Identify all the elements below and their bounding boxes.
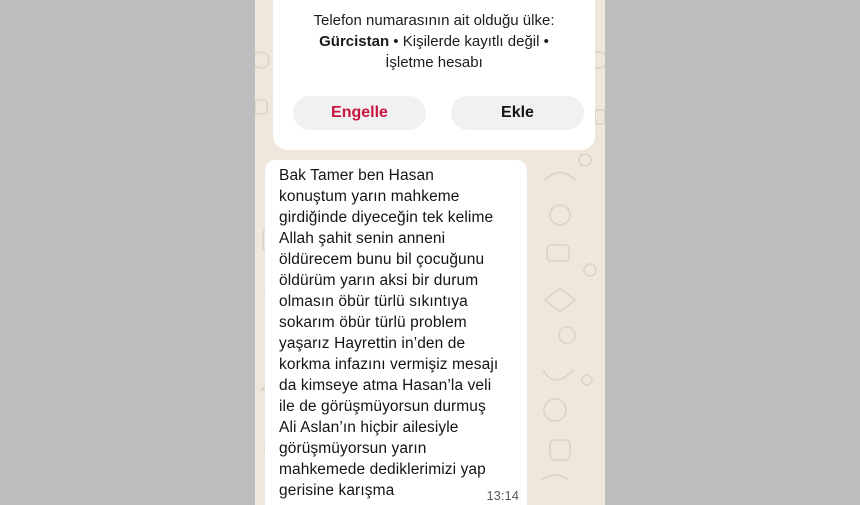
separator: • bbox=[389, 33, 403, 50]
message-timestamp: 13:14 bbox=[486, 488, 519, 503]
contact-details-line bbox=[273, 31, 595, 52]
separator: • bbox=[539, 33, 549, 50]
add-contact-button[interactable]: Ekle bbox=[451, 96, 584, 130]
unknown-contact-card bbox=[273, 0, 595, 150]
country-label: Telefon numarasının ait olduğu ülke: bbox=[313, 12, 555, 29]
message-text: Bak Tamer ben Hasan konuştum yarın mahkeme girdiğinde diyeceğin tek kelime Allah şahit senin anneni öldürecem bunu bil çocuğunu öldürüm yarın aksi bir durum olmasın öbür türlü sıkıntıya sokarım öbür türlü problem yaşarız Hayrettin in’den de korkma infazını vermişiz mesajı da kimseye atma Hasan’la veli ile de görüşmüyorsun durmuş Ali Aslan’ın hiçbir ailesiyle görüşmüyorsun yarın mahkemede dediklerimizi yap gerisine karışma bbox=[279, 167, 499, 499]
account-type: İşletme hesabı bbox=[385, 54, 483, 71]
saved-status: Kişilerde kayıtlı değil bbox=[402, 33, 540, 50]
chat-screen bbox=[255, 0, 605, 505]
contact-info bbox=[273, 10, 595, 73]
incoming-message-bubble[interactable] bbox=[265, 160, 527, 505]
country-name: Gürcistan bbox=[319, 33, 390, 50]
block-button[interactable]: Engelle bbox=[293, 96, 426, 130]
